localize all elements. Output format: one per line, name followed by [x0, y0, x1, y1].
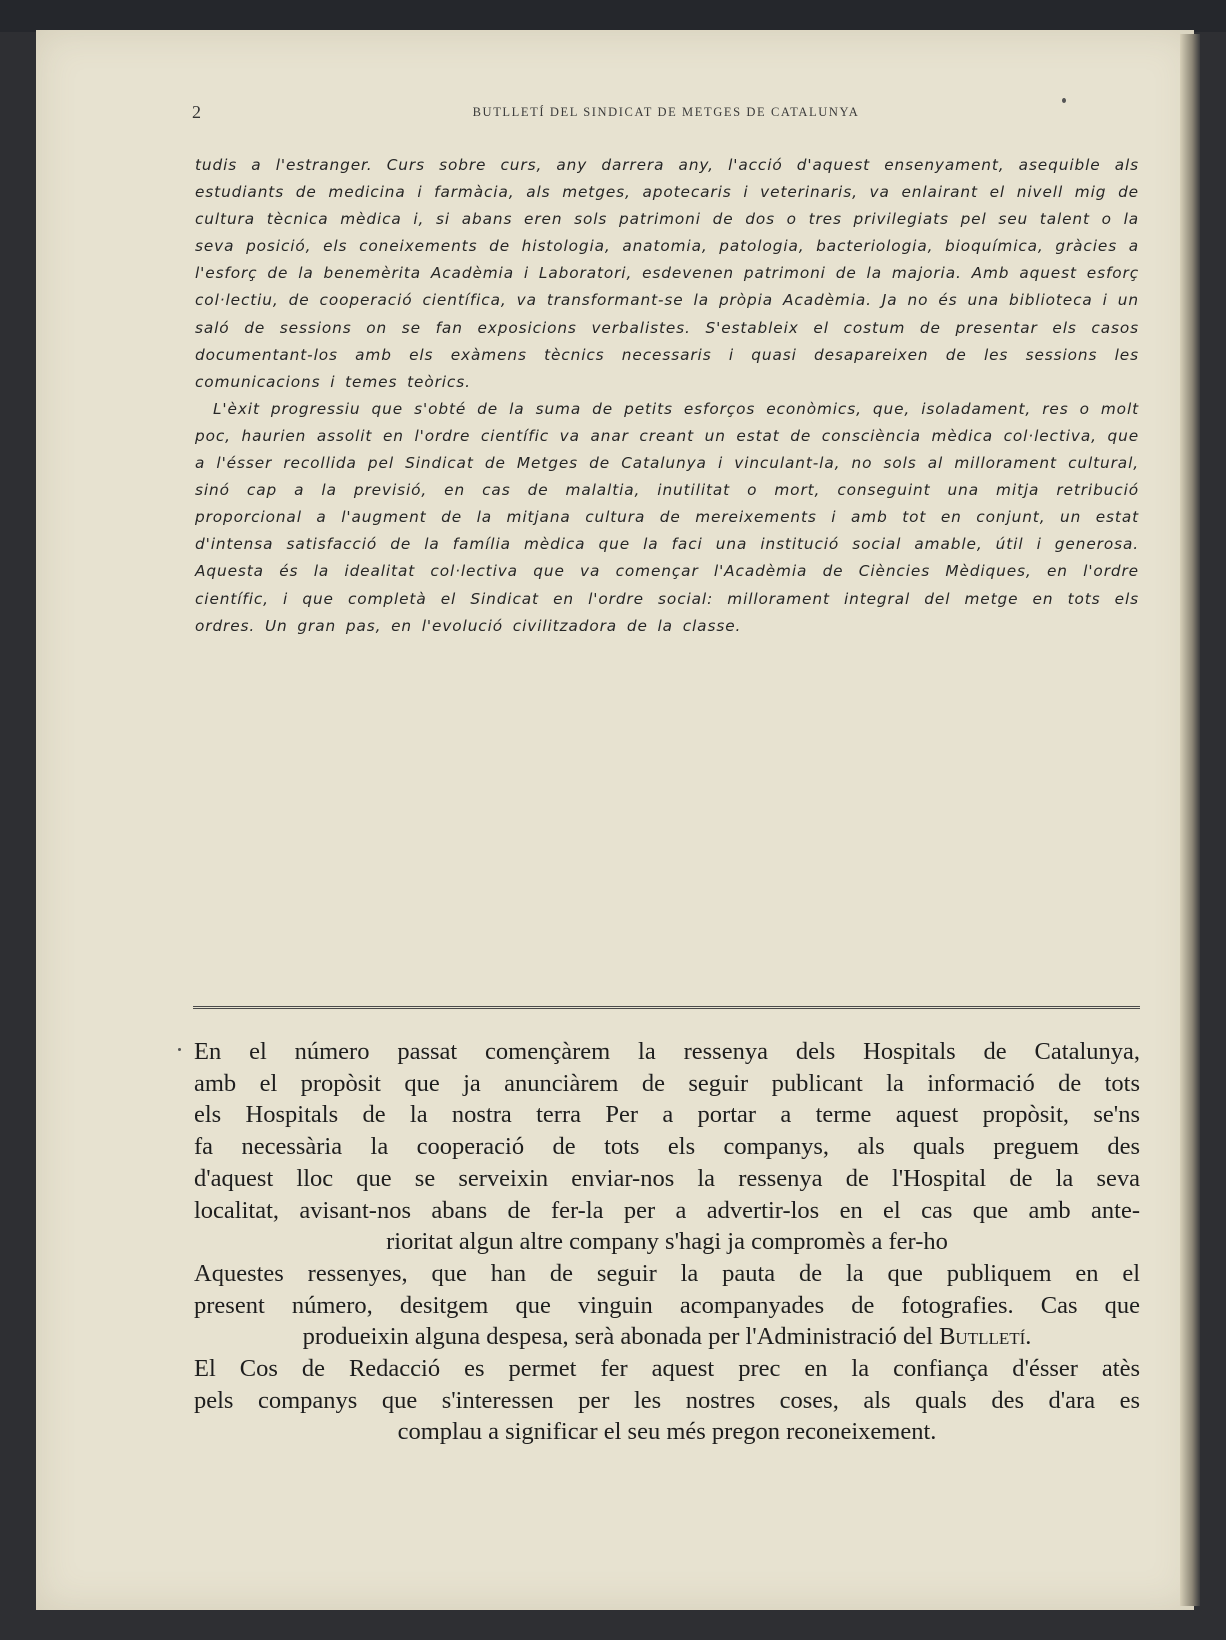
scan-speck	[178, 1048, 181, 1051]
notice-line-text: produeixin alguna despesa, serà abonada per l'Administració del	[302, 1323, 940, 1351]
italic-article-body	[195, 152, 1139, 640]
notice-line: En el número passat començàrem la ressenya dels Hospitals de Catalunya,	[194, 1038, 1140, 1065]
notice-line: els Hospitals de la nostra terra Per a portar a terme aquest propòsit, se'ns	[194, 1101, 1140, 1129]
running-title: BUTLLETÍ DEL SINDICAT DE METGES DE CATALUNYA	[472, 105, 860, 119]
page-number: 2	[192, 102, 201, 122]
scan-speck	[1062, 98, 1066, 103]
notice-line: Aquestes ressenyes, que han de seguir la pauta de la que publiquem en el	[194, 1259, 1140, 1287]
notice-line	[194, 1321, 1140, 1353]
notice-line: fa necessària la cooperació de tots els companys, als quals preguem des	[194, 1133, 1140, 1161]
section-divider	[193, 1006, 1140, 1011]
notice-line: present número, desitgem que vinguin acompanyades de fotografies. Cas que	[194, 1291, 1140, 1319]
scan-background	[0, 0, 1226, 32]
page-edge-shadow	[1180, 34, 1200, 1606]
notice-line: pels companys que s'interessen per les nostres coses, als quals des d'ara es	[194, 1386, 1140, 1414]
editorial-notice	[194, 1036, 1140, 1448]
page-header	[192, 102, 1140, 124]
notice-line: amb el propòsit que ja anunciàrem de seguir publicant la informació de tots	[194, 1069, 1140, 1097]
notice-line: rioritat algun altre company s'hagi ja compromès a fer-ho	[386, 1228, 948, 1256]
notice-line: d'aquest lloc que se serveixin enviar-nos la ressenya de l'Hospital de la seva	[194, 1164, 1140, 1192]
article-paragraph: L'èxit progressiu que s'obté de la suma de petits esforços econòmics, que, isoladament, res o molt poc, haurien assolit en l'ordre científic va anar creant un estat de consciència mèdica col·lectiva, que a l'ésser recollida pel Sindicat de Metges de Catalunya i vinculant-la, no sols al millorament cultural, sinó cap a la previsió, en cas de malaltia, inutilitat o mort, conseguint una mitja retribució proporcional a l'augment de la mitjana cultura de mereixements i amb tot en conjunt, un estat d'intensa satisfacció de la família mèdica que la faci una institució social amable, útil i generosa. Aquesta és la idealitat col·lectiva que va començar l'Acadèmia de Ciències Mèdiques, en l'ordre científic, i que completà el Sindicat en l'ordre social: millorament integral del metge en tots els ordres. Un gran pas, en l'evolució civilitzadora de la classe.	[195, 399, 1139, 635]
notice-line: El Cos de Redacció es permet fer aquest prec en la confiança d'ésser atès	[194, 1355, 1140, 1383]
notice-line: localitat, avisant-nos abans de fer-la per a advertir-los en el cas que amb ante-	[194, 1196, 1140, 1224]
article-paragraph: tudis a l'estranger. Curs sobre curs, any darrera any, l'acció d'aquest ensenyament, asequible als estudiants de medicina i farmàcia, als metges, apotecaris i veterinaris, va enlairant el nivell mig de cultura tècnica mèdica i, si abans eren sols patrimoni de dos o tres privilegiats pel seu talent o la seva posició, els coneixements de histologia, anatomia, patologia, bacteriologia, bioquímica, gràcies a l'esforç de la benemèrita Acadèmia i Laboratori, esdevenen patrimoni de la majoria. Amb aquest esforç col·lectiu, de cooperació científica, va transformant-se la pròpia Acadèmia. Ja no és una biblioteca i un saló de sessions on se fan exposicions verbalistes. S'estableix el costum de presentar els casos documentant-los amb els exàmens tècnics necessaris i quasi desapareixen de les sessions les comunicacions i temes teòrics.	[195, 156, 1139, 391]
bulletin-name: Butlletí.	[939, 1323, 1032, 1351]
notice-line: complau a significar el seu més pregon reconeixement.	[397, 1418, 937, 1446]
